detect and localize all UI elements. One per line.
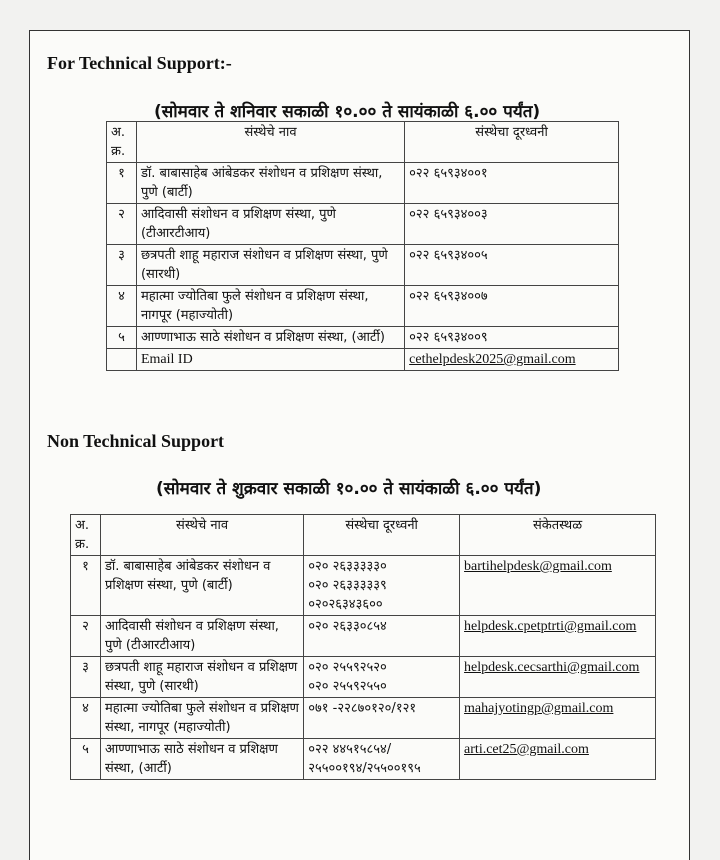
name-cell: आदिवासी संशोधन व प्रशिक्षण संस्था, पुणे (टीआरटीआय) (136, 204, 404, 245)
table-row (107, 327, 619, 349)
phone-cell: ०२२ ६५९३४००७ (405, 286, 619, 327)
table-row (71, 739, 656, 780)
name-header: संस्थेचे नाव (100, 515, 303, 556)
table-row (107, 286, 619, 327)
sr-header: अ. क्र. (71, 515, 101, 556)
name-cell: छत्रपती शाहू महाराज संशोधन व प्रशिक्षण संस्था, पुणे (सारथी) (136, 245, 404, 286)
non-technical-support-heading: Non Technical Support (47, 431, 225, 451)
phone-cell (304, 616, 460, 657)
site-cell (460, 556, 656, 616)
phone-line: ०७१ -२२८७०१२०/१२१ (308, 701, 417, 716)
sr-cell: १ (107, 163, 137, 204)
name-cell: आण्णाभाऊ साठे संशोधन व प्रशिक्षण संस्था, (आर्टी) (100, 739, 303, 780)
non-technical-support-table (70, 514, 656, 780)
email-row (107, 349, 619, 371)
name-cell: डॉ. बाबासाहेब आंबेडकर संशोधन व प्रशिक्षण संस्था, पुणे (बार्टी) (100, 556, 303, 616)
table-row (71, 556, 656, 616)
email-label: Email ID (136, 349, 404, 371)
sr-cell: ३ (107, 245, 137, 286)
phone-line: ०२०२६३४३६०० (308, 597, 383, 612)
email-link[interactable]: cethelpdesk2025@gmail.com (409, 352, 576, 367)
sr-cell (107, 349, 137, 371)
phone-cell (304, 739, 460, 780)
name-cell: डॉ. बाबासाहेब आंबेडकर संशोधन व प्रशिक्षण संस्था, पुणे (बार्टी) (136, 163, 404, 204)
sr-cell: ४ (107, 286, 137, 327)
site-cell (460, 657, 656, 698)
phone-header: संस्थेचा दूरध्वनी (405, 122, 619, 163)
sr-cell: ४ (71, 698, 101, 739)
table-row (107, 163, 619, 204)
phone-line: २५५००१९४/२५५००१९५ (308, 761, 421, 776)
name-header: संस्थेचे नाव (136, 122, 404, 163)
name-cell: महात्मा ज्योतिबा फुले संशोधन व प्रशिक्षण संस्था, नागपूर (महाज्योती) (136, 286, 404, 327)
table-row (107, 204, 619, 245)
non-technical-support-hours: (सोमवार ते शुक्रवार सकाळी १०.०० ते सायंकाळी ६.०० पर्यंत) (156, 479, 542, 499)
phone-line: ०२० २५५९२५५० (308, 679, 387, 694)
site-cell (460, 698, 656, 739)
table-row (71, 616, 656, 657)
email-link[interactable]: helpdesk.cpetptrti@gmail.com (464, 619, 637, 634)
phone-line: ०२२ ४४५१५८५४/ (308, 742, 392, 757)
email-link[interactable]: mahajyotingp@gmail.com (464, 701, 614, 716)
name-cell: आदिवासी संशोधन व प्रशिक्षण संस्था, पुणे (टीआरटीआय) (100, 616, 303, 657)
email-link[interactable]: arti.cet25@gmail.com (464, 742, 589, 757)
email-link[interactable]: helpdesk.cecsarthi@gmail.com (464, 660, 640, 675)
technical-support-heading: For Technical Support:- (47, 53, 232, 73)
name-cell: महात्मा ज्योतिबा फुले संशोधन व प्रशिक्षण संस्था, नागपूर (महाज्योती) (100, 698, 303, 739)
phone-line: ०२० २६३३०८५४ (308, 619, 387, 634)
phone-line: ०२० २५५९२५२० (308, 660, 387, 675)
phone-line: ०२० २६३३३३३९ (308, 578, 387, 593)
technical-support-table (106, 121, 619, 371)
phone-cell: ०२२ ६५९३४००९ (405, 327, 619, 349)
table-row (71, 657, 656, 698)
phone-cell: ०२२ ६५९३४००५ (405, 245, 619, 286)
phone-cell: ०२२ ६५९३४००३ (405, 204, 619, 245)
sr-header: अ. क्र. (107, 122, 137, 163)
phone-line: ०२० २६३३३३३० (308, 559, 387, 574)
name-cell: आण्णाभाऊ साठे संशोधन व प्रशिक्षण संस्था, (आर्टी) (136, 327, 404, 349)
phone-cell (304, 657, 460, 698)
email-cell (405, 349, 619, 371)
site-cell (460, 616, 656, 657)
sr-cell: १ (71, 556, 101, 616)
sr-cell: ५ (107, 327, 137, 349)
phone-cell (304, 556, 460, 616)
site-cell (460, 739, 656, 780)
name-cell: छत्रपती शाहू महाराज संशोधन व प्रशिक्षण संस्था, पुणे (सारथी) (100, 657, 303, 698)
sr-cell: २ (71, 616, 101, 657)
phone-cell (304, 698, 460, 739)
table-row (107, 245, 619, 286)
table-header-row (107, 122, 619, 163)
table-row (71, 698, 656, 739)
sr-cell: २ (107, 204, 137, 245)
site-header: संकेतस्थळ (460, 515, 656, 556)
sr-cell: ३ (71, 657, 101, 698)
phone-cell: ०२२ ६५९३४००१ (405, 163, 619, 204)
phone-header: संस्थेचा दूरध्वनी (304, 515, 460, 556)
sr-cell: ५ (71, 739, 101, 780)
email-link[interactable]: bartihelpdesk@gmail.com (464, 559, 612, 574)
technical-support-hours: (सोमवार ते शनिवार सकाळी १०.०० ते सायंकाळी ६.०० पर्यंत) (154, 102, 541, 122)
table-header-row (71, 515, 656, 556)
